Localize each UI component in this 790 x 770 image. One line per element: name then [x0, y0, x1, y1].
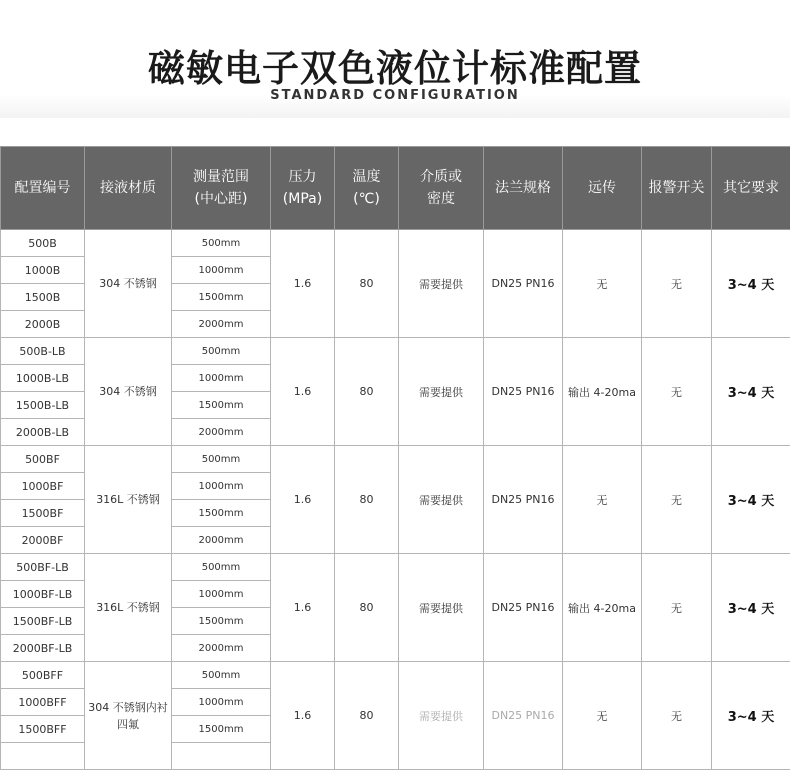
- column-header: 其它要求: [712, 147, 790, 230]
- pressure-cell: 1.6: [271, 662, 335, 770]
- temperature-cell: 80: [335, 554, 399, 662]
- range-cell: 1000mm: [172, 689, 271, 716]
- flange-cell: DN25 PN16: [484, 662, 563, 770]
- other-requirement-cell: 3~4 天: [712, 446, 790, 554]
- config-code-cell: 1500B: [1, 284, 85, 311]
- range-cell: 2000mm: [172, 635, 271, 662]
- range-cell: 1000mm: [172, 581, 271, 608]
- column-header: 配置编号: [1, 147, 85, 230]
- config-code-cell: 1000B-LB: [1, 365, 85, 392]
- remote-cell: 无: [563, 446, 642, 554]
- range-cell: 500mm: [172, 554, 271, 581]
- column-header: 远传: [563, 147, 642, 230]
- config-code-cell: 1500B-LB: [1, 392, 85, 419]
- range-cell: 500mm: [172, 446, 271, 473]
- range-cell: 1500mm: [172, 608, 271, 635]
- table-row: [1, 662, 790, 689]
- config-code-cell: 1500BF-LB: [1, 608, 85, 635]
- alarm-cell: 无: [642, 230, 712, 338]
- range-cell: 500mm: [172, 338, 271, 365]
- table-row: [1, 338, 790, 365]
- alarm-cell: 无: [642, 446, 712, 554]
- config-code-cell: 1000BF: [1, 473, 85, 500]
- range-cell: 1500mm: [172, 716, 271, 743]
- other-requirement-cell: 3~4 天: [712, 230, 790, 338]
- medium-cell: 需要提供: [399, 554, 484, 662]
- remote-cell: 无: [563, 662, 642, 770]
- pressure-cell: 1.6: [271, 338, 335, 446]
- column-header: 压力 (MPa): [271, 147, 335, 230]
- flange-cell: DN25 PN16: [484, 446, 563, 554]
- remote-cell: 输出 4-20ma: [563, 554, 642, 662]
- range-cell: 1000mm: [172, 365, 271, 392]
- config-code-cell: 1000B: [1, 257, 85, 284]
- range-cell: [172, 743, 271, 770]
- range-cell: 1500mm: [172, 500, 271, 527]
- config-code-cell: 500BFF: [1, 662, 85, 689]
- range-cell: 2000mm: [172, 527, 271, 554]
- temperature-cell: 80: [335, 230, 399, 338]
- range-cell: 2000mm: [172, 419, 271, 446]
- config-code-cell: 500B: [1, 230, 85, 257]
- remote-cell: 输出 4-20ma: [563, 338, 642, 446]
- table-row: [1, 446, 790, 473]
- range-cell: 1000mm: [172, 473, 271, 500]
- configuration-table: [0, 146, 790, 770]
- flange-cell: DN25 PN16: [484, 230, 563, 338]
- column-header: 介质或 密度: [399, 147, 484, 230]
- alarm-cell: 无: [642, 554, 712, 662]
- other-requirement-cell: 3~4 天: [712, 554, 790, 662]
- table-row: [1, 554, 790, 581]
- config-code-cell: 1000BF-LB: [1, 581, 85, 608]
- config-code-cell: 2000BF-LB: [1, 635, 85, 662]
- column-header: 法兰规格: [484, 147, 563, 230]
- column-header: 报警开关: [642, 147, 712, 230]
- page-subtitle: STANDARD CONFIGURATION: [0, 88, 790, 103]
- temperature-cell: 80: [335, 338, 399, 446]
- range-cell: 2000mm: [172, 311, 271, 338]
- page-title: 磁敏电子双色液位计标准配置: [0, 38, 790, 92]
- temperature-cell: 80: [335, 662, 399, 770]
- range-cell: 500mm: [172, 230, 271, 257]
- medium-cell: 需要提供: [399, 230, 484, 338]
- table-row: [1, 230, 790, 257]
- config-code-cell: 2000B-LB: [1, 419, 85, 446]
- config-code-cell: [1, 743, 85, 770]
- config-code-cell: 1500BF: [1, 500, 85, 527]
- config-code-cell: 500BF-LB: [1, 554, 85, 581]
- config-code-cell: 500B-LB: [1, 338, 85, 365]
- range-cell: 1500mm: [172, 392, 271, 419]
- material-cell: 316L 不锈钢: [85, 446, 172, 554]
- other-requirement-cell: 3~4 天: [712, 662, 790, 770]
- column-header: 接液材质: [85, 147, 172, 230]
- material-cell: 304 不锈钢: [85, 338, 172, 446]
- pressure-cell: 1.6: [271, 230, 335, 338]
- column-header: 测量范围 (中心距): [172, 147, 271, 230]
- flange-cell: DN25 PN16: [484, 338, 563, 446]
- config-code-cell: 2000B: [1, 311, 85, 338]
- alarm-cell: 无: [642, 662, 712, 770]
- material-cell: 304 不锈钢内衬四氟: [85, 662, 172, 770]
- temperature-cell: 80: [335, 446, 399, 554]
- flange-cell: DN25 PN16: [484, 554, 563, 662]
- remote-cell: 无: [563, 230, 642, 338]
- pressure-cell: 1.6: [271, 554, 335, 662]
- medium-cell: 需要提供: [399, 662, 484, 770]
- column-header: 温度 (℃): [335, 147, 399, 230]
- medium-cell: 需要提供: [399, 446, 484, 554]
- config-code-cell: 2000BF: [1, 527, 85, 554]
- range-cell: 500mm: [172, 662, 271, 689]
- range-cell: 1500mm: [172, 284, 271, 311]
- config-code-cell: 500BF: [1, 446, 85, 473]
- config-code-cell: 1500BFF: [1, 716, 85, 743]
- material-cell: 316L 不锈钢: [85, 554, 172, 662]
- pressure-cell: 1.6: [271, 446, 335, 554]
- other-requirement-cell: 3~4 天: [712, 338, 790, 446]
- table-header-row: [1, 147, 790, 230]
- config-code-cell: 1000BFF: [1, 689, 85, 716]
- medium-cell: 需要提供: [399, 338, 484, 446]
- range-cell: 1000mm: [172, 257, 271, 284]
- alarm-cell: 无: [642, 338, 712, 446]
- page-header: [0, 0, 790, 118]
- material-cell: 304 不锈钢: [85, 230, 172, 338]
